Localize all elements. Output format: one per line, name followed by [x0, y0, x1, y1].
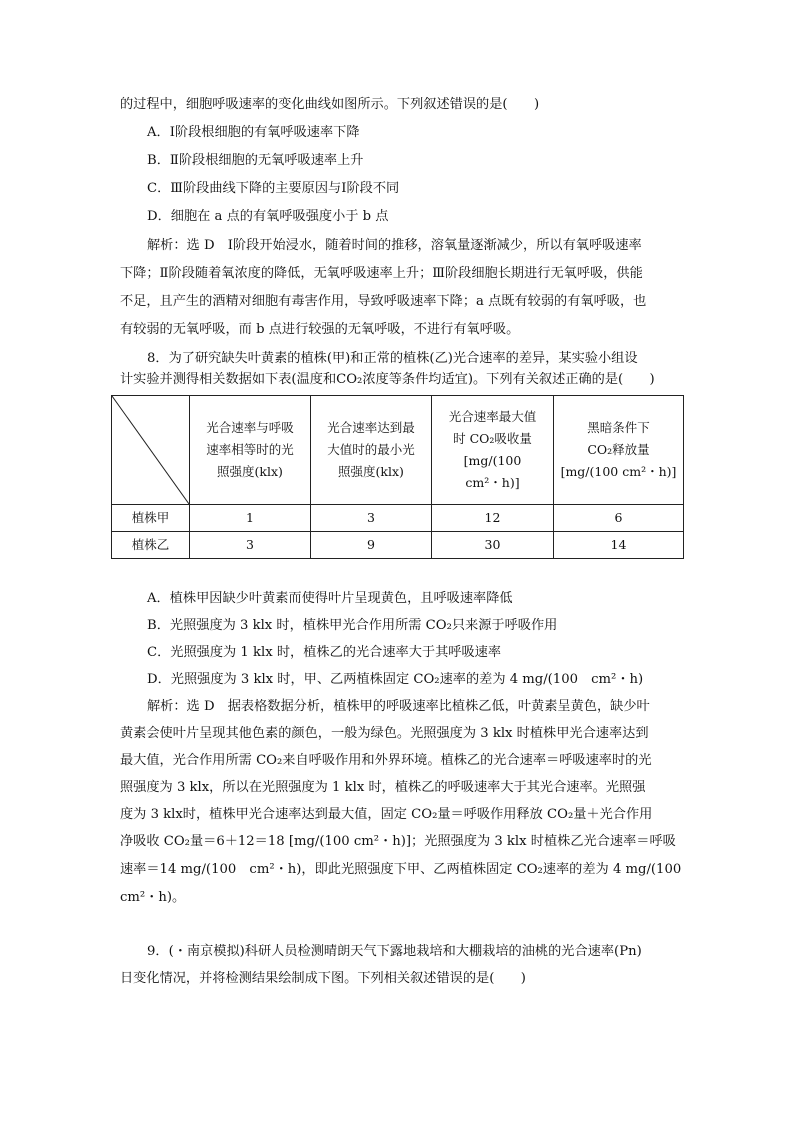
table-cell: 1	[190, 505, 311, 532]
q9-stem-line-1: 9．(・南京模拟)科研人员检测晴朗天气下露地栽培和大棚栽培的油桃的光合速率(Pn)	[147, 944, 642, 959]
q7-analysis-line-3: 不足，且产生的酒精对细胞有毒害作用，导致呼吸速率下降；a 点既有较弱的有氧呼吸，也	[120, 294, 647, 309]
table-cell: 6	[554, 505, 684, 532]
q7-stem-tail: 的过程中，细胞呼吸速率的变化曲线如图所示。下列叙述错误的是( )	[120, 97, 540, 112]
q8-analysis-line-2: 黄素会使叶片呈现其他色素的颜色，一般为绿色。光照强度为 3 klx 时植株甲光合速率达到	[120, 726, 649, 741]
q7-analysis-line-1: 解析：选 D Ⅰ阶段开始浸水，随着时间的推移，溶氧量逐渐减少，所以有氧呼吸速率	[147, 238, 642, 253]
table-row	[112, 505, 684, 532]
row-label: 植株甲	[112, 505, 190, 532]
table-corner-cell	[112, 396, 190, 505]
q8-analysis-line-6: 净吸收 CO₂量＝6＋12＝18 [mg/(100 cm²・h)]；光照强度为 3 klx 时植株乙光合速率＝呼吸	[120, 834, 676, 849]
q8-analysis-line-5: 度为 3 klx时，植株甲光合速率达到最大值，固定 CO₂量＝呼吸作用释放 CO₂量＋光合作用	[120, 807, 653, 822]
table-cell: 14	[554, 532, 684, 559]
q8-data-table	[111, 395, 684, 559]
table-header-row	[112, 396, 684, 505]
q8-analysis-line-1: 解析：选 D 据表格数据分析，植株甲的呼吸速率比植株乙低，叶黄素呈黄色，缺少叶	[147, 699, 650, 714]
q8-option-c: C．光照强度为 1 klx 时，植株乙的光合速率大于其呼吸速率	[147, 645, 502, 660]
q7-option-b: B．Ⅱ阶段根细胞的无氧呼吸速率上升	[147, 153, 364, 168]
q8-stem-line-2: 计实验并测得相关数据如下表(温度和CO₂浓度等条件均适宜)。下列有关叙述正确的是( )	[120, 372, 655, 387]
q8-option-b: B．光照强度为 3 klx 时，植株甲光合作用所需 CO₂只来源于呼吸作用	[147, 618, 558, 633]
table-cell: 3	[311, 505, 432, 532]
header-saturation-light: 光合速率达到最 大值时的最小光 照强度(klx)	[311, 396, 432, 505]
q8-analysis-line-4: 照强度为 3 klx，所以在光照强度为 1 klx 时，植株乙的呼吸速率大于其光合速率。光照强	[120, 780, 646, 795]
diagonal-line	[112, 396, 189, 504]
q8-option-a: A．植株甲因缺少叶黄素而使得叶片呈现黄色，且呼吸速率降低	[147, 591, 513, 606]
q7-option-d: D．细胞在 a 点的有氧呼吸强度小于 b 点	[147, 209, 389, 224]
q8-stem-line-1: 8．为了研究缺失叶黄素的植株(甲)和正常的植株(乙)光合速率的差异，某实验小组设	[147, 351, 638, 366]
q7-analysis-line-2: 下降；Ⅱ阶段随着氧浓度的降低，无氧呼吸速率上升；Ⅲ阶段细胞长期进行无氧呼吸，供能	[120, 266, 643, 281]
table-cell: 9	[311, 532, 432, 559]
q9-stem-line-2: 日变化情况，并将检测结果绘制成下图。下列相关叙述错误的是( )	[120, 971, 526, 986]
q8-analysis-line-3: 最大值，光合作用所需 CO₂来自呼吸作用和外界环境。植株乙的光合速率＝呼吸速率时的光	[120, 753, 652, 768]
table-cell: 12	[432, 505, 554, 532]
header-compensation-light: 光合速率与呼吸 速率相等时的光 照强度(klx)	[190, 396, 311, 505]
q7-option-c: C．Ⅲ阶段曲线下降的主要原因与Ⅰ阶段不同	[147, 181, 400, 196]
header-max-co2-uptake: 光合速率最大值 时 CO₂吸收量 [mg/(100 cm²・h)]	[432, 396, 554, 505]
q8-analysis-line-8: cm²・h)。	[120, 890, 186, 905]
q8-option-d: D．光照强度为 3 klx 时，甲、乙两植株固定 CO₂速率的差为 4 mg/(100 cm²・h)	[147, 672, 644, 687]
q8-analysis-line-7: 速率＝14 mg/(100 cm²・h)，即此光照强度下甲、乙两植株固定 CO₂速率的差为 4 mg/(100	[120, 862, 682, 877]
table-row	[112, 532, 684, 559]
header-dark-co2-release: 黑暗条件下 CO₂释放量 [mg/(100 cm²・h)]	[554, 396, 684, 505]
table-cell: 30	[432, 532, 554, 559]
row-label: 植株乙	[112, 532, 190, 559]
q7-analysis-line-4: 有较弱的无氧呼吸，而 b 点进行较强的无氧呼吸，不进行有氧呼吸。	[120, 322, 520, 337]
q7-option-a: A．Ⅰ阶段根细胞的有氧呼吸速率下降	[147, 125, 360, 140]
table-cell: 3	[190, 532, 311, 559]
